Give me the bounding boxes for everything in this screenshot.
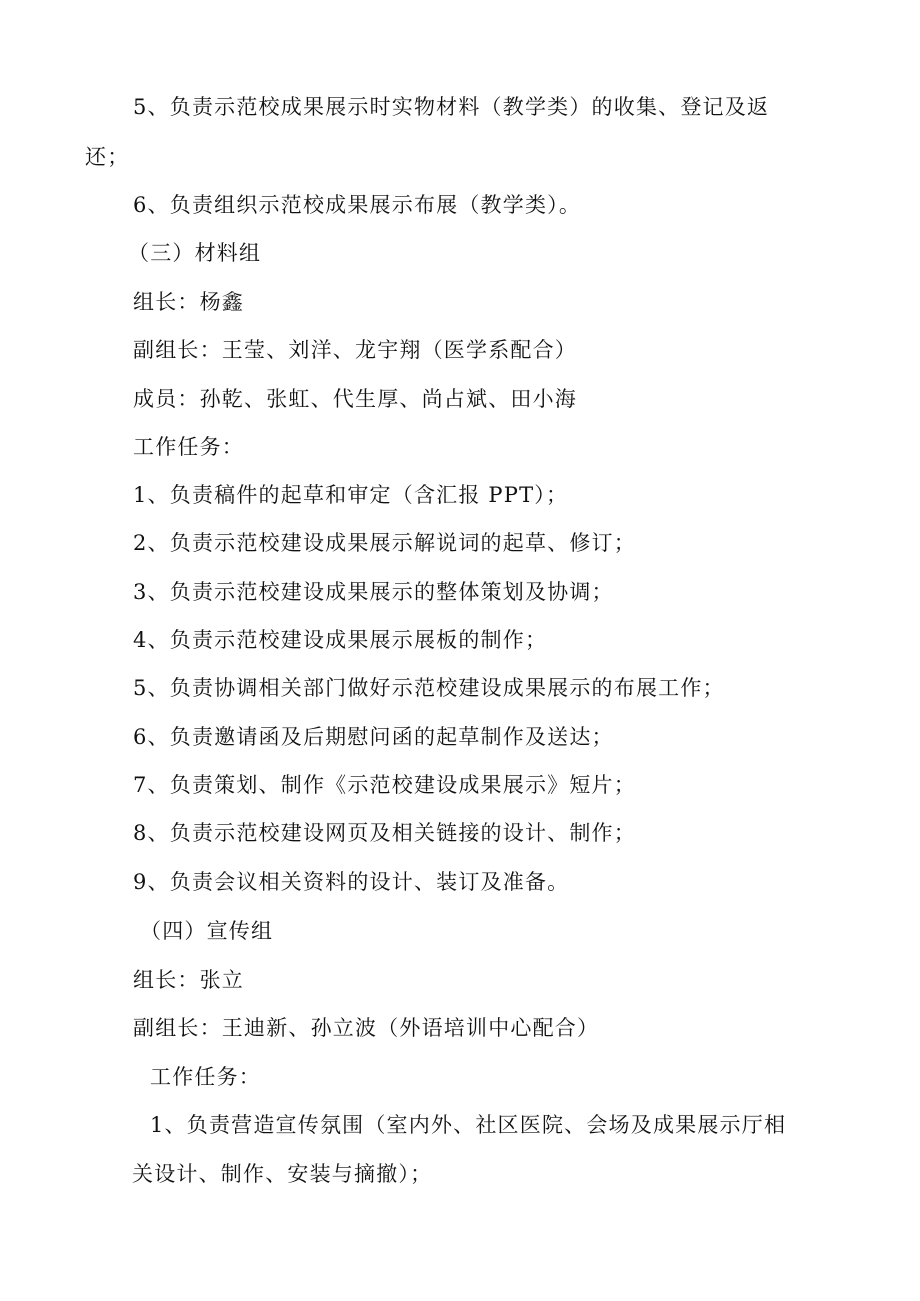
text-line-task-6: 6、负责邀请函及后期慰问函的起草制作及送达； <box>133 725 614 749</box>
text-line-publicity-task-1: 1、负责营造宣传氛围（室内外、社区医院、会场及成果展示厅相 <box>150 1113 787 1137</box>
text-line-task-2: 2、负责示范校建设成果展示解说词的起草、修订； <box>133 531 636 555</box>
text-line-task5-wrap: 还； <box>85 145 130 169</box>
text-line-task-9: 9、负责会议相关资料的设计、装订及准备。 <box>133 870 570 894</box>
text-line-task6: 6、负责组织示范校成果展示布展（教学类）。 <box>133 193 582 217</box>
text-line-publicity-task-1-wrap: 关设计、制作、安装与摘撤）； <box>132 1162 433 1186</box>
text-line-task-1: 1、负责稿件的起草和审定（含汇报 PPT）； <box>133 483 569 507</box>
text-line-publicity-leader: 组长：张立 <box>133 968 244 992</box>
text-line-task-4: 4、负责示范校建设成果展示展板的制作； <box>133 628 548 652</box>
text-line-task-5: 5、负责协调相关部门做好示范校建设成果展示的布展工作； <box>133 676 725 700</box>
text-line-members: 成员：孙乾、张虹、代生厚、尚占斌、田小海 <box>133 387 577 411</box>
text-line-task-8: 8、负责示范校建设网页及相关链接的设计、制作； <box>133 821 636 845</box>
section-heading-publicity-group: （四）宣传组 <box>140 919 274 943</box>
text-line-publicity-deputies: 副组长：王迪新、孙立波（外语培训中心配合） <box>133 1016 600 1040</box>
text-line-task-3: 3、负责示范校建设成果展示的整体策划及协调； <box>133 580 614 604</box>
text-line-publicity-work-tasks: 工作任务： <box>150 1065 261 1089</box>
text-line-group-leader: 组长：杨鑫 <box>133 290 244 314</box>
text-line-task5-continued: 5、负责示范校成果展示时实物材料（教学类）的收集、登记及返 <box>133 95 770 119</box>
text-line-work-tasks-heading: 工作任务： <box>133 435 244 459</box>
text-line-task-7: 7、负责策划、制作《示范校建设成果展示》短片； <box>133 773 636 797</box>
text-line-deputy-leaders: 副组长：王莹、刘洋、龙宇翔（医学系配合） <box>133 338 577 362</box>
section-heading-materials-group: （三）材料组 <box>128 241 262 265</box>
